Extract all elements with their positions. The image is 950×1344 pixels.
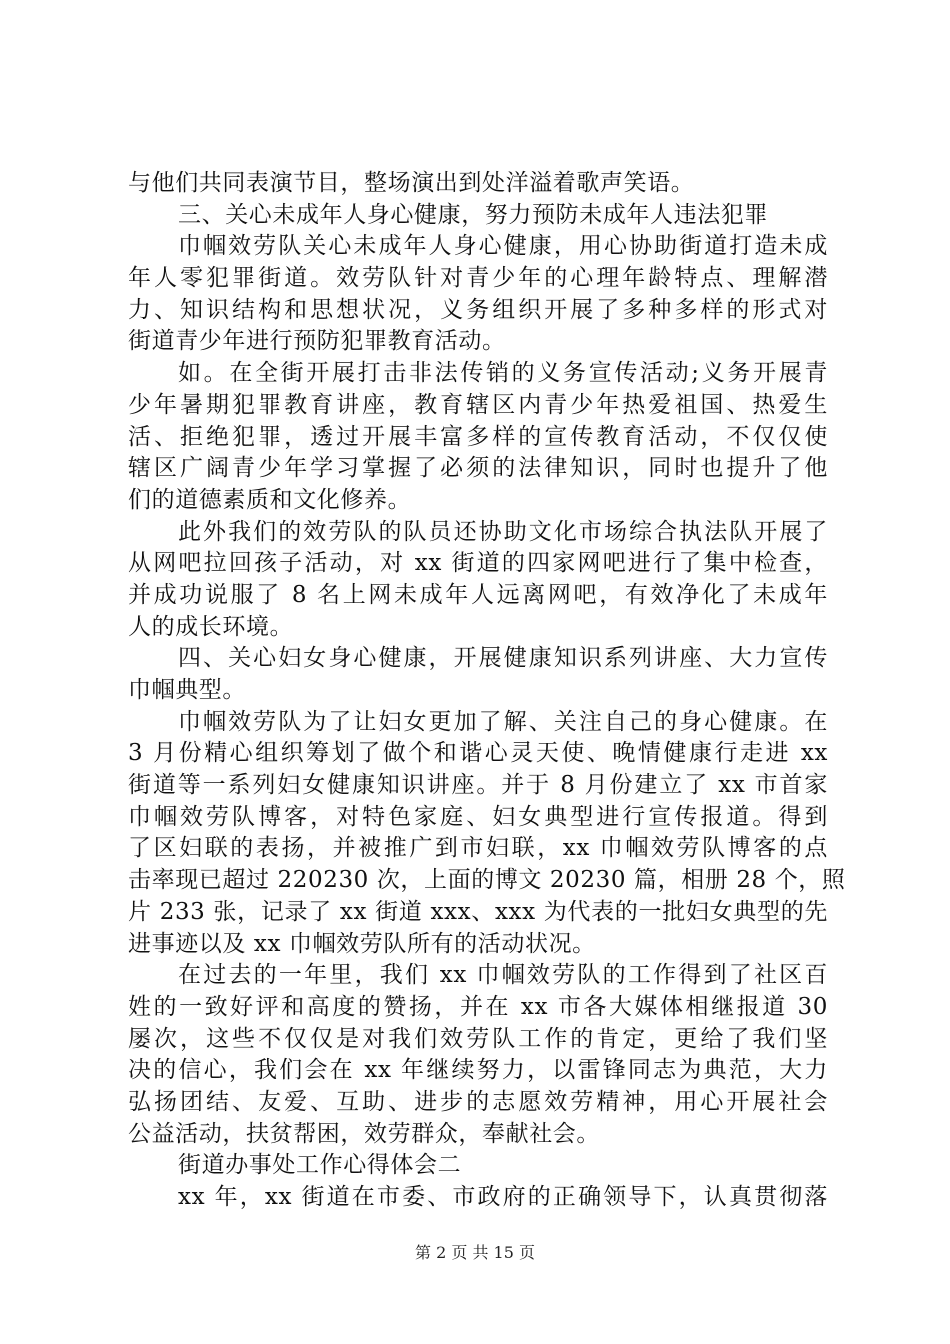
- text-line: 弘扬团结、友爱、互助、进步的志愿效劳精神，用心开展社会: [128, 1088, 828, 1115]
- text-line: 年人零犯罪街道。效劳队针对青少年的心理年龄特点、理解潜: [128, 265, 828, 292]
- text-line: xx 年，xx 街道在市委、市政府的正确领导下，认真贯彻落: [178, 1184, 828, 1210]
- text-line: 并成功说服了 8 名上网未成年人远离网吧，有效净化了未成年: [128, 581, 828, 608]
- text-line: 姓的一致好评和高度的赞扬，并在 xx 市各大媒体相继报道 30: [128, 993, 828, 1020]
- text-line: 片 233 张，记录了 xx 街道 xxx、xxx 为代表的一批妇女典型的先: [128, 898, 828, 925]
- text-line: 3 月份精心组织筹划了做个和谐心灵天使、晚情健康行走进 xx: [128, 740, 828, 767]
- text-line: 人的成长环境。: [128, 613, 294, 640]
- text-line: 街道等一系列妇女健康知识讲座。并于 8 月份建立了 xx 市首家: [128, 772, 828, 799]
- section-heading: 三、关心未成年人身心健康，努力预防未成年人违法犯罪: [178, 201, 768, 228]
- text-line: 如。在全街开展打击非法传销的义务宣传活动;义务开展青: [178, 360, 828, 387]
- text-line: 决的信心，我们会在 xx 年继续努力，以雷锋同志为典范，大力: [128, 1057, 828, 1084]
- section-heading: 四、关心妇女身心健康，开展健康知识系列讲座、大力宣传: [178, 645, 828, 672]
- text-line: 辖区广阔青少年学习掌握了必须的法律知识，同时也提升了他: [128, 455, 828, 482]
- text-line: 力、知识结构和思想状况，义务组织开展了多种多样的形式对: [128, 296, 828, 323]
- text-line: 活、拒绝犯罪，透过开展丰富多样的宣传教育活动，不仅仅使: [128, 423, 828, 450]
- article-title: 街道办事处工作心得体会二: [178, 1152, 462, 1179]
- text-line: 与他们共同表演节目，整场演出到处洋溢着歌声笑语。: [128, 170, 695, 196]
- text-line: 从网吧拉回孩子活动，对 xx 街道的四家网吧进行了集中检查，: [128, 550, 828, 577]
- text-line: 少年暑期犯罪教育讲座，教育辖区内青少年热爱祖国、热爱生: [128, 391, 828, 418]
- text-line: 了区妇联的表扬，并被推广到市妇联，xx 巾帼效劳队博客的点: [128, 835, 828, 862]
- document-body: [128, 168, 846, 1214]
- text-line: 在过去的一年里，我们 xx 巾帼效劳队的工作得到了社区百: [178, 962, 828, 989]
- text-line: 巾帼效劳队关心未成年人身心健康，用心协助街道打造未成: [178, 233, 828, 260]
- text-line: 公益活动，扶贫帮困，效劳群众，奉献社会。: [128, 1120, 600, 1147]
- text-line: 巾帼效劳队为了让妇女更加了解、关注自己的身心健康。在: [178, 708, 828, 735]
- text-line: 击率现已超过 220230 次，上面的博文 20230 篇，相册 28 个，照: [128, 867, 846, 894]
- text-line: 进事迹以及 xx 巾帼效劳队所有的活动状况。: [128, 930, 596, 957]
- text-line: 街道青少年进行预防犯罪教育活动。: [128, 328, 506, 355]
- page-number: 第 2 页 共 15 页: [415, 1243, 535, 1262]
- text-line: 们的道德素质和文化修养。: [128, 486, 412, 513]
- text-line: 此外我们的效劳队的队员还协助文化市场综合执法队开展了: [178, 518, 828, 545]
- text-line: 巾帼效劳队博客，对特色家庭、妇女典型进行宣传报道。得到: [128, 803, 828, 830]
- text-line: 屡次，这些不仅仅是对我们效劳队工作的肯定，更给了我们坚: [128, 1025, 828, 1052]
- section-heading: 巾帼典型。: [128, 677, 246, 703]
